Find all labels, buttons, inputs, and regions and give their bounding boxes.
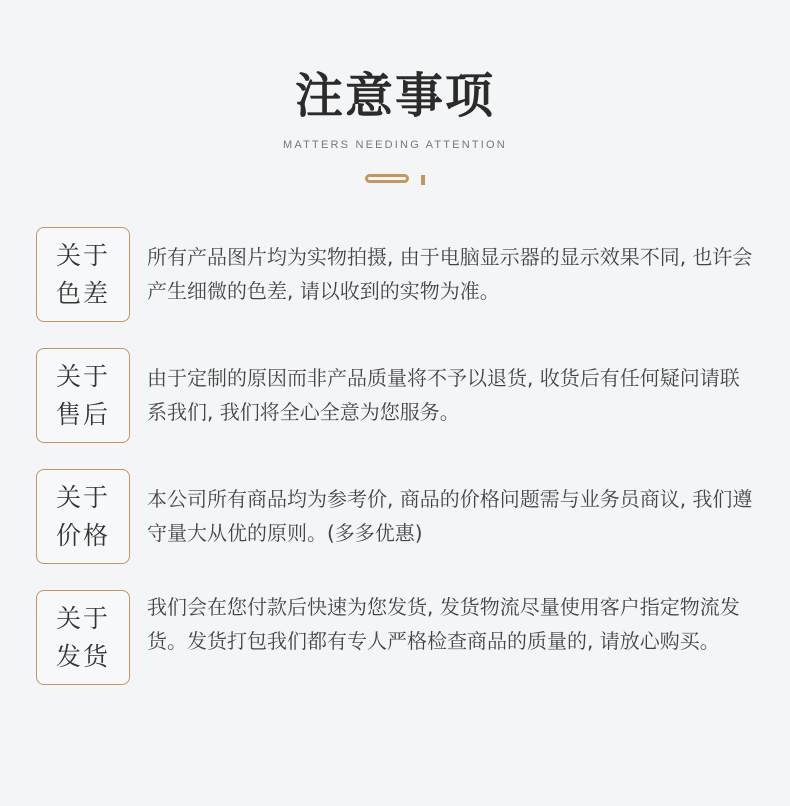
tag-line: 关于 <box>55 603 110 633</box>
notice-text: 我们会在您付款后快速为您发货, 发货物流尽量使用客户指定物流发货。发货打包我们都有专人严格检查商品的质量的, 请放心购买。 <box>147 595 740 653</box>
notice-tag <box>36 227 130 322</box>
tag-line: 关于 <box>55 482 110 512</box>
notice-text: 由于定制的原因而非产品质量将不予以退货, 收货后有任何疑问请联系我们, 我们将全心全意为您服务。 <box>147 366 740 424</box>
page-title: 注意事项 <box>294 68 495 124</box>
notice-item-color <box>36 227 756 323</box>
notice-item-price <box>36 469 756 565</box>
tag-line: 关于 <box>55 240 110 270</box>
notice-text: 所有产品图片均为实物拍摄, 由于电脑显示器的显示效果不同, 也许会产生细微的色差, 请以收到的实物为准。 <box>147 245 753 303</box>
notice-tag <box>36 348 130 443</box>
tag-line: 发货 <box>55 641 110 671</box>
notice-tag <box>36 469 130 564</box>
page-subtitle: MATTERS NEEDING ATTENTION <box>283 139 507 151</box>
tag-line: 售后 <box>55 399 110 429</box>
divider-pill-decoration <box>365 174 409 183</box>
tag-line: 价格 <box>55 520 110 550</box>
notice-item-after-sales <box>36 348 756 444</box>
divider-dot-decoration <box>421 175 425 185</box>
notice-tag <box>36 590 130 685</box>
tag-line: 关于 <box>55 361 110 391</box>
notice-item-shipping <box>36 590 756 700</box>
tag-line: 色差 <box>55 278 110 308</box>
notice-text: 本公司所有商品均为参考价, 商品的价格问题需与业务员商议, 我们遵守量大从优的原则。(多多优惠) <box>147 487 753 545</box>
